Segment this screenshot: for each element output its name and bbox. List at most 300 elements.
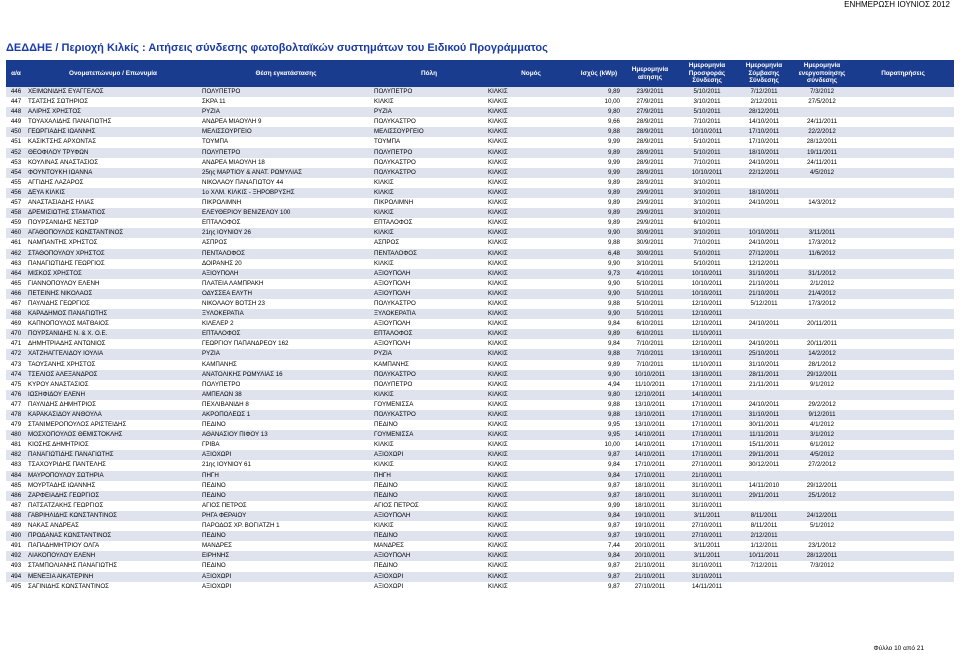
cell-remarks <box>852 349 954 359</box>
cell-location: ΠΕΔΙΝΟ <box>200 561 372 571</box>
cell-aa: 467 <box>6 299 26 309</box>
cell-activation-date: 20/11/2011 <box>792 339 852 349</box>
cell-prefecture: ΚΙΛΚΙΣ <box>486 218 576 228</box>
cell-power: 9,88 <box>576 127 622 137</box>
cell-power: 9,99 <box>576 137 622 147</box>
cell-remarks <box>852 107 954 117</box>
table-row <box>6 137 954 147</box>
cell-name: ΝΑΜΠΑΝΤΗΣ ΧΡΗΣΤΟΣ <box>26 238 200 248</box>
cell-aa: 471 <box>6 339 26 349</box>
cell-aa: 454 <box>6 168 26 178</box>
cell-offer-date: 3/10/2011 <box>678 97 736 107</box>
cell-location: ΓΕΩΡΓΙΟΥ ΠΑΠΑΝΔΡΕΟΥ 162 <box>200 339 372 349</box>
col-header-offer-date: Ημερομηνία Προσφοράς Σύνδεσης <box>678 60 736 87</box>
table-row <box>6 168 954 178</box>
cell-name: ΔΡΕΜΙΣΙΩΤΗΣ ΣΤΑΜΑΤΙΟΣ <box>26 208 200 218</box>
cell-contract-date: 7/12/2011 <box>736 87 792 97</box>
cell-name: ΤΣΕΛΙΟΣ ΑΛΕΞΑΝΔΡΟΣ <box>26 370 200 380</box>
cell-prefecture: ΚΙΛΚΙΣ <box>486 420 576 430</box>
cell-application-date: 18/10/2011 <box>622 491 678 501</box>
cell-aa: 481 <box>6 440 26 450</box>
cell-application-date: 18/10/2011 <box>622 481 678 491</box>
cell-city: ΑΞΙΟΥΠΟΛΗ <box>372 319 486 329</box>
cell-application-date: 29/9/2011 <box>622 188 678 198</box>
cell-offer-date: 12/10/2011 <box>678 299 736 309</box>
cell-name: ΜΟΣΧΟΠΟΥΛΟΣ ΘΕΜΙΣΤΟΚΛΗΣ <box>26 430 200 440</box>
cell-prefecture: ΚΙΛΚΙΣ <box>486 208 576 218</box>
cell-power: 9,84 <box>576 551 622 561</box>
cell-remarks <box>852 521 954 531</box>
cell-remarks <box>852 249 954 259</box>
cell-offer-date: 10/10/2011 <box>678 127 736 137</box>
cell-remarks <box>852 117 954 127</box>
cell-city: ΤΟΥΜΠΑ <box>372 137 486 147</box>
col-header-city: Πόλη <box>372 60 486 87</box>
cell-power: 9,87 <box>576 572 622 582</box>
cell-offer-date: 7/10/2011 <box>678 158 736 168</box>
cell-application-date: 28/9/2011 <box>622 137 678 147</box>
cell-prefecture: ΚΙΛΚΙΣ <box>486 137 576 147</box>
cell-offer-date: 3/10/2011 <box>678 208 736 218</box>
cell-power: 9,90 <box>576 279 622 289</box>
cell-power: 9,87 <box>576 582 622 592</box>
cell-aa: 465 <box>6 279 26 289</box>
cell-name: ΑΓΑΘΟΠΟΥΛΟΣ ΚΩΝΣΤΑΝΤΙΝΟΣ <box>26 228 200 238</box>
cell-city: ΠΕΔΙΝΟ <box>372 420 486 430</box>
cell-offer-date: 17/10/2011 <box>678 380 736 390</box>
cell-activation-date: 11/6/2012 <box>792 249 852 259</box>
cell-activation-date: 23/1/2012 <box>792 541 852 551</box>
cell-location: ΚΙΛΕΛΕΡ 2 <box>200 319 372 329</box>
cell-activation-date: 31/1/2012 <box>792 269 852 279</box>
cell-prefecture: ΚΙΛΚΙΣ <box>486 188 576 198</box>
cell-application-date: 19/10/2011 <box>622 521 678 531</box>
cell-name: ΣΤΑΜΠΟΛΙΑΝΗΣ ΠΑΝΑΓΙΩΤΗΣ <box>26 561 200 571</box>
cell-contract-date: 22/12/2011 <box>736 168 792 178</box>
cell-location: ΠΟΛΥΠΕΤΡΟ <box>200 380 372 390</box>
cell-remarks <box>852 238 954 248</box>
cell-city: ΠΟΛΥΠΕΤΡΟ <box>372 87 486 97</box>
cell-location: ΠΟΛΥΠΕΤΡΟ <box>200 87 372 97</box>
cell-aa: 485 <box>6 481 26 491</box>
cell-location: ΑΝΑΤΟΛΙΚΗΣ ΡΩΜΥΛΙΑΣ 16 <box>200 370 372 380</box>
cell-aa: 495 <box>6 582 26 592</box>
cell-location: ΟΔΥΣΣΕΑ ΕΛΥΤΗ <box>200 289 372 299</box>
table-body <box>6 87 954 592</box>
cell-name: ΧΕΙΜΩΝΙΔΗΣ ΕΥΑΓΓΕΛΟΣ <box>26 87 200 97</box>
col-header-application-date: Ημερομηνία αίτησης <box>622 60 678 87</box>
cell-power: 10,00 <box>576 440 622 450</box>
table-row <box>6 158 954 168</box>
cell-application-date: 28/9/2011 <box>622 127 678 137</box>
cell-application-date: 14/10/2011 <box>622 440 678 450</box>
cell-contract-date: 24/10/2011 <box>736 339 792 349</box>
cell-application-date: 28/9/2011 <box>622 178 678 188</box>
table-row <box>6 107 954 117</box>
table-row <box>6 339 954 349</box>
cell-remarks <box>852 450 954 460</box>
cell-contract-date: 14/10/2011 <box>736 117 792 127</box>
cell-remarks <box>852 148 954 158</box>
cell-power: 9,84 <box>576 460 622 470</box>
cell-power: 9,89 <box>576 360 622 370</box>
cell-name: ΖΑΡΦΕΙΑΔΗΣ ΓΕΩΡΓΙΟΣ <box>26 491 200 501</box>
cell-activation-date: 4/1/2012 <box>792 420 852 430</box>
cell-city: ΠΕΝΤΑΛΟΦΟΣ <box>372 249 486 259</box>
table-row <box>6 148 954 158</box>
cell-prefecture: ΚΙΛΚΙΣ <box>486 107 576 117</box>
cell-location: ΜΑΝΔΡΕΣ <box>200 541 372 551</box>
cell-prefecture: ΚΙΛΚΙΣ <box>486 531 576 541</box>
cell-name: ΦΟΥΝΤΟΥΚΗ ΙΩΑΝΝΑ <box>26 168 200 178</box>
cell-name: ΠΑΝΑΓΙΩΤΙΔΗΣ ΠΑΝΑΓΙΩΤΗΣ <box>26 450 200 460</box>
cell-name: ΤΟΥΑΧΑΛΙΔΗΣ ΠΑΝΑΓΙΩΤΗΣ <box>26 117 200 127</box>
cell-aa: 474 <box>6 370 26 380</box>
applications-table <box>6 60 954 592</box>
cell-power: 9,89 <box>576 178 622 188</box>
cell-remarks <box>852 137 954 147</box>
cell-application-date: 4/10/2011 <box>622 269 678 279</box>
cell-offer-date: 31/10/2011 <box>678 572 736 582</box>
cell-location: ΑΜΠΕΛΩΝ 38 <box>200 390 372 400</box>
cell-offer-date: 17/10/2011 <box>678 450 736 460</box>
cell-activation-date: 9/12/2011 <box>792 410 852 420</box>
cell-prefecture: ΚΙΛΚΙΣ <box>486 380 576 390</box>
cell-offer-date: 13/10/2011 <box>678 349 736 359</box>
table-row <box>6 249 954 259</box>
cell-location: ΚΑΜΠΑΝΗΣ <box>200 360 372 370</box>
cell-application-date: 5/10/2011 <box>622 299 678 309</box>
cell-offer-date: 31/10/2011 <box>678 561 736 571</box>
cell-city: ΠΕΔΙΝΟ <box>372 491 486 501</box>
table-row <box>6 208 954 218</box>
cell-contract-date <box>736 572 792 582</box>
cell-contract-date: 2/12/2011 <box>736 97 792 107</box>
cell-contract-date: 29/11/2011 <box>736 491 792 501</box>
cell-power: 9,89 <box>576 198 622 208</box>
cell-contract-date: 17/10/2011 <box>736 127 792 137</box>
cell-aa: 484 <box>6 471 26 481</box>
cell-power: 7,44 <box>576 541 622 551</box>
cell-prefecture: ΚΙΛΚΙΣ <box>486 521 576 531</box>
table-row <box>6 127 954 137</box>
cell-power: 9,87 <box>576 450 622 460</box>
cell-city: ΠΟΛΥΠΕΤΡΟ <box>372 148 486 158</box>
cell-power: 9,87 <box>576 481 622 491</box>
cell-activation-date: 4/5/2012 <box>792 450 852 460</box>
cell-aa: 466 <box>6 289 26 299</box>
cell-remarks <box>852 218 954 228</box>
cell-name: ΑΓΓΙΔΗΣ ΛΑΖΑΡΟΣ <box>26 178 200 188</box>
cell-power: 9,89 <box>576 218 622 228</box>
cell-application-date: 30/9/2011 <box>622 238 678 248</box>
cell-prefecture: ΚΙΛΚΙΣ <box>486 319 576 329</box>
cell-offer-date: 5/10/2011 <box>678 107 736 117</box>
cell-prefecture: ΚΙΛΚΙΣ <box>486 360 576 370</box>
cell-activation-date: 9/1/2012 <box>792 380 852 390</box>
cell-remarks <box>852 460 954 470</box>
cell-contract-date <box>736 329 792 339</box>
cell-city: ΚΑΜΠΑΝΗΣ <box>372 360 486 370</box>
cell-contract-date: 21/10/2011 <box>736 279 792 289</box>
cell-location: ΕΙΡΗΝΗΣ <box>200 551 372 561</box>
cell-prefecture: ΚΙΛΚΙΣ <box>486 471 576 481</box>
table-row <box>6 430 954 440</box>
cell-name: ΤΣΑΧΟΥΡΙΔΗΣ ΠΑΝΤΕΛΗΣ <box>26 460 200 470</box>
cell-offer-date: 10/10/2011 <box>678 289 736 299</box>
cell-aa: 476 <box>6 390 26 400</box>
cell-location: ΠΕΔΙΝΟ <box>200 481 372 491</box>
cell-contract-date: 24/10/2011 <box>736 238 792 248</box>
cell-activation-date: 24/12/2011 <box>792 511 852 521</box>
cell-remarks <box>852 370 954 380</box>
cell-city: ΠΟΛΥΚΑΣΤΡΟ <box>372 158 486 168</box>
cell-power: 9,84 <box>576 319 622 329</box>
cell-activation-date <box>792 471 852 481</box>
cell-activation-date <box>792 501 852 511</box>
table-row <box>6 198 954 208</box>
cell-offer-date: 5/10/2011 <box>678 249 736 259</box>
table-row <box>6 531 954 541</box>
cell-remarks <box>852 329 954 339</box>
cell-offer-date: 3/11/2011 <box>678 551 736 561</box>
table-row <box>6 400 954 410</box>
cell-contract-date: 8/11/2011 <box>736 511 792 521</box>
cell-city: ΑΞΙΟΧΩΡΙ <box>372 582 486 592</box>
cell-offer-date: 27/10/2011 <box>678 531 736 541</box>
cell-contract-date: 24/10/2011 <box>736 158 792 168</box>
cell-application-date: 20/10/2011 <box>622 541 678 551</box>
cell-aa: 463 <box>6 259 26 269</box>
cell-prefecture: ΚΙΛΚΙΣ <box>486 511 576 521</box>
cell-offer-date: 5/10/2011 <box>678 148 736 158</box>
cell-aa: 482 <box>6 450 26 460</box>
table-row <box>6 269 954 279</box>
cell-activation-date: 25/1/2012 <box>792 491 852 501</box>
cell-name: ΔΕΥΑ ΚΙΛΚΙΣ <box>26 188 200 198</box>
cell-city: ΠΟΛΥΚΑΣΤΡΟ <box>372 410 486 420</box>
cell-remarks <box>852 481 954 491</box>
cell-power: 9,99 <box>576 168 622 178</box>
cell-power: 9,90 <box>576 370 622 380</box>
cell-application-date: 3/10/2011 <box>622 259 678 269</box>
cell-contract-date: 7/12/2011 <box>736 561 792 571</box>
cell-location: ΑΓΙΟΣ ΠΕΤΡΟΣ <box>200 501 372 511</box>
cell-contract-date: 21/11/2011 <box>736 380 792 390</box>
cell-offer-date: 14/11/2011 <box>678 582 736 592</box>
cell-activation-date: 29/12/2011 <box>792 370 852 380</box>
cell-contract-date: 25/10/2011 <box>736 349 792 359</box>
cell-activation-date <box>792 107 852 117</box>
cell-application-date: 29/9/2011 <box>622 208 678 218</box>
cell-remarks <box>852 430 954 440</box>
cell-city: ΞΥΛΟΚΕΡΑΤΙΑ <box>372 309 486 319</box>
cell-city: ΑΓΙΟΣ ΠΕΤΡΟΣ <box>372 501 486 511</box>
cell-aa: 460 <box>6 228 26 238</box>
cell-application-date: 20/10/2011 <box>622 551 678 561</box>
cell-power: 4,94 <box>576 380 622 390</box>
cell-name: ΠΑΤΣΑΤΖΑΚΗΣ ΓΕΩΡΓΙΟΣ <box>26 501 200 511</box>
cell-aa: 468 <box>6 309 26 319</box>
cell-remarks <box>852 380 954 390</box>
cell-activation-date: 19/11/2011 <box>792 148 852 158</box>
cell-aa: 491 <box>6 541 26 551</box>
cell-location: ΡΥΖΙΑ <box>200 349 372 359</box>
cell-name: ΚΑΣΙΚΤΣΗΣ ΑΡΧΟΝΤΑΣ <box>26 137 200 147</box>
cell-name: ΠΡΟΔΑΝΑΣ ΚΩΝΣΤΑΝΤΙΝΟΣ <box>26 531 200 541</box>
cell-offer-date: 3/10/2011 <box>678 228 736 238</box>
page-title: ΔΕΔΔΗΕ / Περιοχή Κιλκίς : Αιτήσεις σύνδεσης φωτοβολταϊκών συστημάτων του Ειδικού Προγράμματος <box>6 42 548 54</box>
table-row <box>6 370 954 380</box>
cell-aa: 472 <box>6 349 26 359</box>
cell-city: ΠΕΔΙΝΟ <box>372 531 486 541</box>
page-footer: Φύλλο 10 από 21 <box>873 645 924 652</box>
cell-remarks <box>852 87 954 97</box>
cell-location: ΤΟΥΜΠΑ <box>200 137 372 147</box>
cell-location: ΝΙΚΟΛΑΟΥ ΒΟΤΣΗ 23 <box>200 299 372 309</box>
cell-city: ΠΕΔΙΝΟ <box>372 481 486 491</box>
cell-offer-date: 17/10/2011 <box>678 400 736 410</box>
cell-power: 9,87 <box>576 491 622 501</box>
cell-aa: 447 <box>6 97 26 107</box>
cell-contract-date: 18/10/2011 <box>736 148 792 158</box>
table-row <box>6 481 954 491</box>
cell-application-date: 13/10/2011 <box>622 400 678 410</box>
cell-application-date: 6/10/2011 <box>622 319 678 329</box>
cell-power: 9,88 <box>576 349 622 359</box>
cell-power: 9,99 <box>576 501 622 511</box>
cell-location: ΑΘΑΝΑΣΙΟΥ ΠΙΦΟΥ 13 <box>200 430 372 440</box>
col-header-location: Θέση εγκατάστασης <box>200 60 372 87</box>
col-header-prefecture: Νομός <box>486 60 576 87</box>
table-row <box>6 188 954 198</box>
cell-location: ΠΕΔΙΝΟ <box>200 491 372 501</box>
cell-aa: 492 <box>6 551 26 561</box>
cell-application-date: 29/9/2011 <box>622 218 678 228</box>
cell-name: ΣΤΑΘΟΠΟΥΛΟΥ ΧΡΗΣΤΟΣ <box>26 249 200 259</box>
cell-location: ΜΕΛΙΣΣΟΥΡΓΕΙΟ <box>200 127 372 137</box>
cell-city: ΠΟΛΥΠΕΤΡΟ <box>372 380 486 390</box>
cell-aa: 488 <box>6 511 26 521</box>
cell-application-date: 17/10/2011 <box>622 460 678 470</box>
table-row <box>6 279 954 289</box>
cell-location: ΠΕΔΙΝΟ <box>200 531 372 541</box>
cell-aa: 494 <box>6 572 26 582</box>
cell-location: ΑΞΙΟΧΩΡΙ <box>200 582 372 592</box>
cell-remarks <box>852 551 954 561</box>
cell-location: 21ης ΙΟΥΝΙΟΥ 26 <box>200 228 372 238</box>
cell-offer-date: 21/10/2011 <box>678 471 736 481</box>
cell-aa: 461 <box>6 238 26 248</box>
cell-remarks <box>852 319 954 329</box>
cell-activation-date: 7/3/2012 <box>792 561 852 571</box>
cell-prefecture: ΚΙΛΚΙΣ <box>486 279 576 289</box>
cell-aa: 479 <box>6 420 26 430</box>
table-row <box>6 380 954 390</box>
cell-location: ΡΥΖΙΑ <box>200 107 372 117</box>
cell-power: 6,48 <box>576 249 622 259</box>
cell-city: ΑΞΙΟΥΠΟΛΗ <box>372 279 486 289</box>
cell-power: 9,90 <box>576 228 622 238</box>
cell-offer-date: 6/10/2011 <box>678 218 736 228</box>
cell-name: ΠΟΥΡΣΑΝΙΔΗΣ ΝΕΣΤΩΡ <box>26 218 200 228</box>
cell-name: ΑΛΙΡΗΣ ΧΡΗΣΤΟΣ <box>26 107 200 117</box>
cell-application-date: 28/9/2011 <box>622 117 678 127</box>
cell-application-date: 10/10/2011 <box>622 370 678 380</box>
table-row <box>6 491 954 501</box>
cell-prefecture: ΚΙΛΚΙΣ <box>486 87 576 97</box>
cell-aa: 449 <box>6 117 26 127</box>
cell-remarks <box>852 259 954 269</box>
cell-offer-date: 7/10/2011 <box>678 117 736 127</box>
cell-power: 9,84 <box>576 511 622 521</box>
cell-contract-date: 31/10/2011 <box>736 269 792 279</box>
cell-name: ΧΑΤΖΗΑΓΓΕΛΙΔΟΥ ΙΟΥΛΙΑ <box>26 349 200 359</box>
cell-city: ΓΟΥΜΕΝΙΣΣΑ <box>372 400 486 410</box>
cell-name: ΜΑΥΡΟΠΟΥΛΟΥ ΣΩΤΗΡΙΑ <box>26 471 200 481</box>
cell-activation-date: 4/5/2012 <box>792 168 852 178</box>
cell-remarks <box>852 390 954 400</box>
cell-prefecture: ΚΙΛΚΙΣ <box>486 249 576 259</box>
cell-offer-date: 3/11/2011 <box>678 541 736 551</box>
table-row <box>6 289 954 299</box>
cell-prefecture: ΚΙΛΚΙΣ <box>486 259 576 269</box>
cell-city: ΜΕΛΙΣΣΟΥΡΓΕΙΟ <box>372 127 486 137</box>
cell-power: 9,80 <box>576 390 622 400</box>
cell-offer-date: 17/10/2011 <box>678 410 736 420</box>
cell-city: ΑΞΙΟΥΠΟΛΗ <box>372 269 486 279</box>
cell-name: ΓΙΑΝΝΟΠΟΥΛΟΥ ΕΛΕΝΗ <box>26 279 200 289</box>
cell-power: 9,89 <box>576 188 622 198</box>
cell-city: ΚΙΛΚΙΣ <box>372 460 486 470</box>
table-row <box>6 471 954 481</box>
cell-city: ΑΞΙΟΥΠΟΛΗ <box>372 289 486 299</box>
cell-name: ΜΕΝΕΞΙΑ ΑΙΚΑΤΕΡΙΝΗ <box>26 572 200 582</box>
cell-contract-date: 28/12/2011 <box>736 107 792 117</box>
cell-prefecture: ΚΙΛΚΙΣ <box>486 410 576 420</box>
cell-remarks <box>852 561 954 571</box>
cell-location: ΑΞΙΟΧΩΡΙ <box>200 450 372 460</box>
cell-name: ΔΗΜΗΤΡΙΑΔΗΣ ΑΝΤΩΝΙΟΣ <box>26 339 200 349</box>
cell-city: ΑΞΙΟΥΠΟΛΗ <box>372 339 486 349</box>
cell-city: ΚΙΛΚΙΣ <box>372 259 486 269</box>
cell-prefecture: ΚΙΛΚΙΣ <box>486 541 576 551</box>
table-row <box>6 501 954 511</box>
cell-activation-date: 20/11/2011 <box>792 319 852 329</box>
cell-name: ΚΙΟΣΗΣ ΔΗΜΗΤΡΙΟΣ <box>26 440 200 450</box>
cell-application-date: 6/10/2011 <box>622 329 678 339</box>
cell-name: ΤΣΑΤΣΗΣ ΣΩΤΗΡΙΟΣ <box>26 97 200 107</box>
cell-location: ΠΕΝΤΑΛΟΦΟΣ <box>200 249 372 259</box>
cell-name: ΙΩΣΗΦΙΔΟΥ ΕΛΕΝΗ <box>26 390 200 400</box>
cell-prefecture: ΚΙΛΚΙΣ <box>486 117 576 127</box>
cell-contract-date <box>736 390 792 400</box>
cell-contract-date: 11/11/2011 <box>736 430 792 440</box>
cell-city: ΑΞΙΟΥΠΟΛΗ <box>372 551 486 561</box>
cell-contract-date: 31/10/2011 <box>736 410 792 420</box>
table-row <box>6 511 954 521</box>
cell-application-date: 13/10/2011 <box>622 420 678 430</box>
cell-remarks <box>852 208 954 218</box>
cell-prefecture: ΚΙΛΚΙΣ <box>486 127 576 137</box>
cell-remarks <box>852 178 954 188</box>
cell-application-date: 19/10/2011 <box>622 531 678 541</box>
cell-location: ΑΝΔΡΕΑ ΜΙΑΟΥΛΗ 18 <box>200 158 372 168</box>
cell-city: ΚΙΛΚΙΣ <box>372 228 486 238</box>
cell-aa: 446 <box>6 87 26 97</box>
cell-remarks <box>852 471 954 481</box>
col-header-power: Ισχύς (kWp) <box>576 60 622 87</box>
